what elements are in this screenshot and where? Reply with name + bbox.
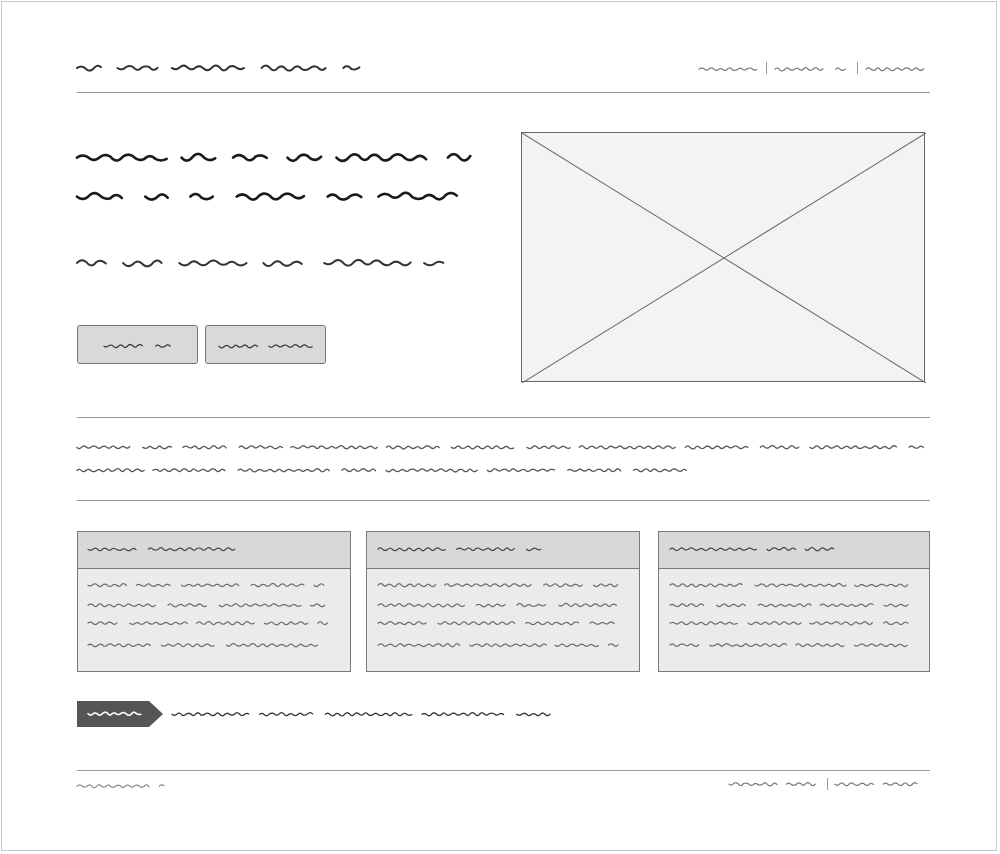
card-3-body-line (670, 617, 910, 629)
placeholder-text-squiggle (88, 583, 324, 586)
placeholder-text-squiggle (77, 468, 686, 471)
placeholder-text-squiggle (378, 548, 541, 551)
nav-item-1[interactable] (699, 63, 757, 75)
secondary-button-label (219, 340, 313, 352)
placeholder-text-squiggle (219, 344, 312, 347)
placeholder-text-squiggle (378, 583, 618, 586)
card-1-body-line (88, 579, 328, 591)
footer-divider (77, 770, 930, 771)
hero-headline-line-1 (77, 146, 475, 169)
intro-text-line-1 (77, 441, 926, 454)
placeholder-text-squiggle (866, 68, 924, 71)
placeholder-text-squiggle (670, 604, 908, 607)
placeholder-text-squiggle (378, 644, 618, 647)
tag-description (172, 708, 554, 721)
placeholder-text-squiggle (378, 621, 614, 624)
footer-link-separator (827, 778, 828, 790)
placeholder-text-squiggle (835, 783, 917, 786)
placeholder-text-squiggle (670, 643, 907, 646)
placeholder-text-squiggle (670, 583, 908, 586)
card-1-title (88, 543, 252, 555)
placeholder-text-squiggle (88, 643, 318, 646)
placeholder-text-squiggle (88, 604, 325, 607)
footer-link-1[interactable] (729, 778, 819, 790)
tag-label-text (88, 707, 144, 720)
primary-button-label (104, 340, 172, 352)
card-2-body-line (378, 599, 618, 611)
section-divider (77, 417, 930, 418)
card-3-title (670, 543, 834, 555)
hero-headline-line-2 (77, 185, 465, 208)
image-placeholder (521, 132, 925, 382)
placeholder-text-squiggle (77, 66, 359, 71)
card-2-body-line (378, 617, 618, 629)
card-2-body-line (378, 579, 618, 591)
placeholder-text-squiggle (670, 547, 834, 550)
placeholder-text-squiggle (88, 621, 328, 624)
placeholder-text-squiggle (77, 445, 923, 448)
card-3-body-line (670, 639, 910, 651)
header-divider (77, 92, 930, 93)
card-3-body-line (670, 599, 910, 611)
card-1-body-line (88, 617, 328, 629)
nav-item-2[interactable] (775, 63, 847, 75)
hero-subheadline (77, 253, 447, 273)
placeholder-text-squiggle (77, 154, 470, 161)
footer-link-2[interactable] (835, 778, 919, 790)
logo-placeholder[interactable] (77, 59, 361, 77)
placeholder-text-squiggle (104, 344, 170, 347)
nav-separator (766, 62, 767, 74)
image-placeholder-cross (522, 133, 926, 383)
card-3-body-line (670, 579, 910, 591)
card-1-body-line (88, 639, 328, 651)
placeholder-text-squiggle (172, 712, 550, 715)
footer-copyright (77, 780, 165, 792)
placeholder-text-squiggle (729, 782, 815, 785)
placeholder-text-squiggle (670, 621, 908, 624)
nav-item-3[interactable] (866, 63, 924, 75)
card-2-body-line (378, 639, 618, 651)
section-divider (77, 500, 930, 501)
placeholder-text-squiggle (77, 193, 457, 200)
intro-text-line-2 (77, 464, 691, 477)
card-1-body-line (88, 599, 328, 611)
card-2-title (378, 543, 542, 555)
placeholder-text-squiggle (77, 785, 164, 788)
nav-separator (857, 62, 858, 74)
placeholder-text-squiggle (77, 260, 443, 266)
placeholder-text-squiggle (378, 603, 617, 606)
placeholder-text-squiggle (699, 68, 757, 71)
placeholder-text-squiggle (88, 547, 248, 550)
placeholder-text-squiggle (775, 67, 845, 70)
placeholder-text-squiggle (88, 713, 141, 716)
